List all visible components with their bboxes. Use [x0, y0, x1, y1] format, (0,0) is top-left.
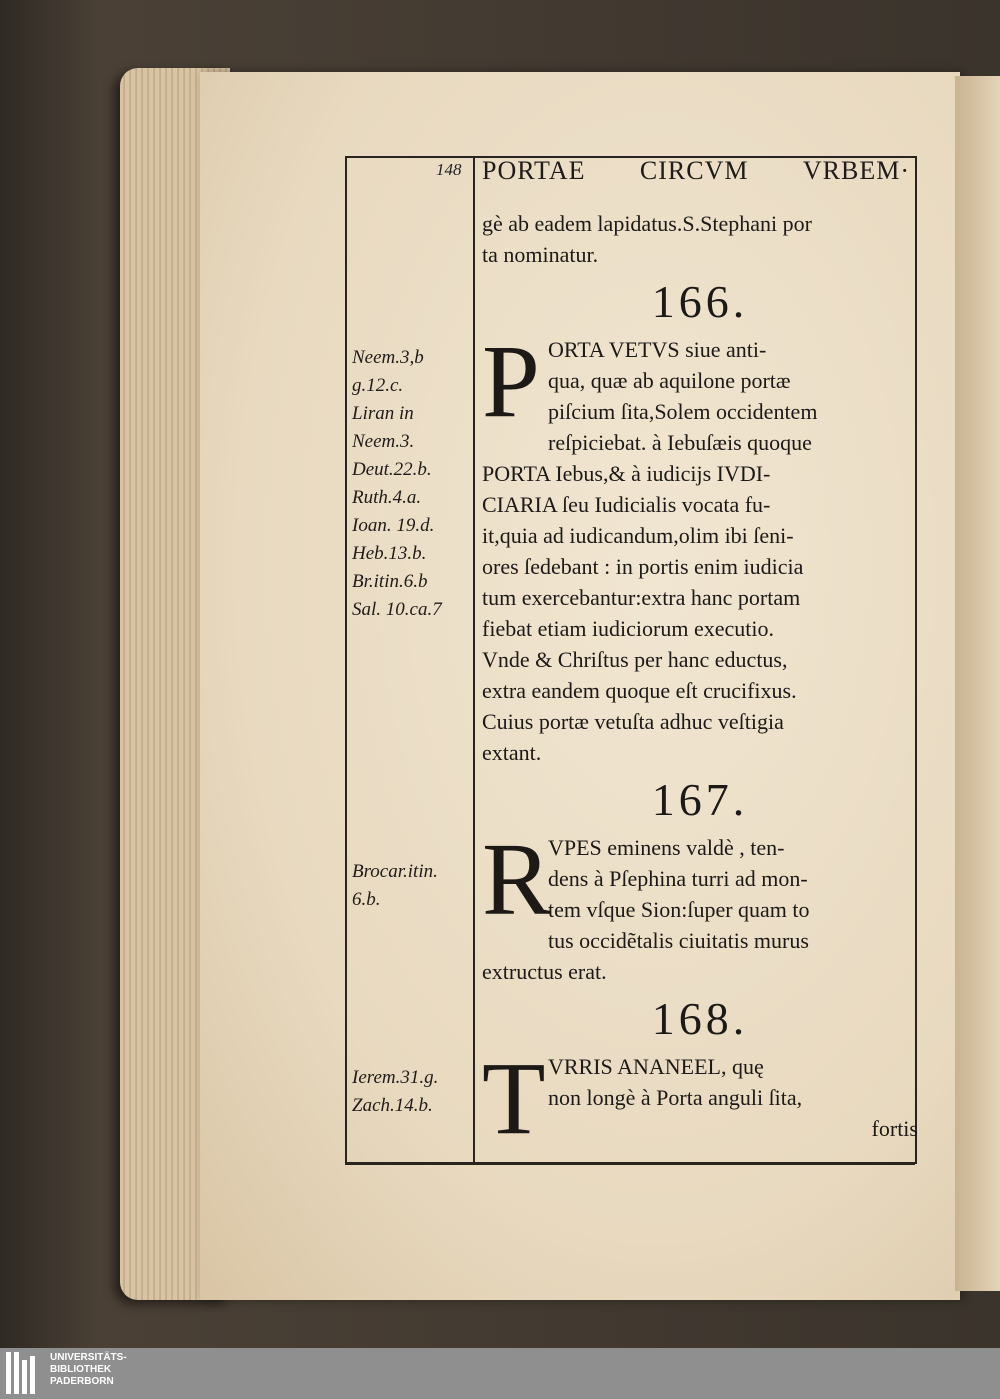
running-header [482, 156, 910, 186]
text-line: VPES eminens valdè , ten- [548, 835, 785, 860]
text-line: ORTA VETVS siue anti- [548, 337, 767, 362]
text-line: it,quia ad iudicandum,olim ibi ſeni- [482, 523, 794, 548]
catchword-line [482, 1113, 918, 1144]
text-line: extructus erat. [482, 959, 607, 984]
marginal-note: Heb.13.b. [352, 543, 427, 564]
header-word: PORTAE [482, 156, 586, 185]
section-number: 166. [651, 276, 749, 327]
catchword: fortis [871, 1116, 918, 1141]
text-line: gè ab eadem lapidatus.S.Stephani por [482, 211, 812, 236]
library-logo-text [50, 1352, 127, 1388]
marginal-note: 6.b. [352, 889, 381, 910]
section-number: 168. [651, 993, 749, 1044]
drop-cap: P [482, 324, 540, 439]
section-167 [482, 822, 918, 987]
marginal-notes-166 [352, 344, 472, 624]
text-line: piſcium ſita,Solem occidentem [548, 399, 818, 424]
marginal-note: Br.itin.6.b [352, 571, 428, 592]
marginal-note: Neem.3,b [352, 347, 424, 368]
marginal-note: g.12.c. [352, 375, 404, 396]
facing-page [955, 76, 1000, 1291]
marginal-note: Liran in [352, 403, 414, 424]
text-line: ta nominatur. [482, 242, 599, 267]
marginal-note: Zach.14.b. [352, 1095, 433, 1116]
text-line: ores ſedebant : in portis enim iudicia [482, 554, 804, 579]
text-line: non longè à Porta anguli ſita, [548, 1085, 803, 1110]
marginal-notes-168 [352, 1064, 472, 1120]
marginal-note: Sal. 10.ca.7 [352, 599, 442, 620]
text-line: VRRIS ANANEEL, quę [548, 1054, 764, 1079]
section-166 [482, 324, 918, 768]
header-word: VRBEM· [802, 156, 910, 185]
text-line: extra eandem quoque eſt crucifixus. [482, 678, 797, 703]
text-line: PORTA Iebus,& à iudicijs IVDI- [482, 461, 771, 486]
logo-line: PADERBORN [50, 1376, 114, 1387]
text-line: Cuius portæ vetuſta adhuc veſtigia [482, 709, 784, 734]
drop-cap: T [482, 1041, 546, 1156]
text-line: CIARIA ſeu Iudicialis vocata fu- [482, 492, 771, 517]
section-number: 167. [651, 774, 749, 825]
marginal-note: Deut.22.b. [352, 459, 432, 480]
text-line: fiebat etiam iudiciorum executio. [482, 616, 775, 641]
library-logo-icon [6, 1352, 40, 1394]
margin-rule [473, 156, 475, 1162]
marginal-note: Brocar.itin. [352, 861, 438, 882]
text-line: tum exercebantur:extra hanc portam [482, 585, 801, 610]
drop-cap: R [482, 822, 552, 937]
logo-line: UNIVERSITÄTS- [50, 1352, 127, 1363]
main-text [482, 208, 918, 1156]
text-line: Vnde & Chriſtus per hanc eductus, [482, 647, 788, 672]
marginal-note: Ruth.4.a. [352, 487, 422, 508]
marginal-note: Ierem.31.g. [352, 1067, 439, 1088]
logo-line: BIBLIOTHEK [50, 1364, 112, 1375]
footer-bar [0, 1348, 1000, 1399]
bottom-rule [345, 1164, 915, 1165]
marginal-notes-167 [352, 858, 472, 914]
text-line: tem vſque Sion:ſuper quam to [548, 897, 810, 922]
page-number: 148 [436, 160, 462, 179]
text-line: tus occidẽtalis ciuitatis murus [548, 928, 809, 953]
text-line: reſpiciebat. à Iebuſæis quoque [548, 430, 812, 455]
marginal-note: Neem.3. [352, 431, 415, 452]
header-word: CIRCVM [639, 156, 749, 185]
section-168 [482, 1041, 918, 1156]
text-line: extant. [482, 740, 542, 765]
text-line: qua, quæ ab aquilone portæ [548, 368, 791, 393]
marginal-note: Ioan. 19.d. [352, 515, 435, 536]
text-line: dens à Pſephina turri ad mon- [548, 866, 808, 891]
